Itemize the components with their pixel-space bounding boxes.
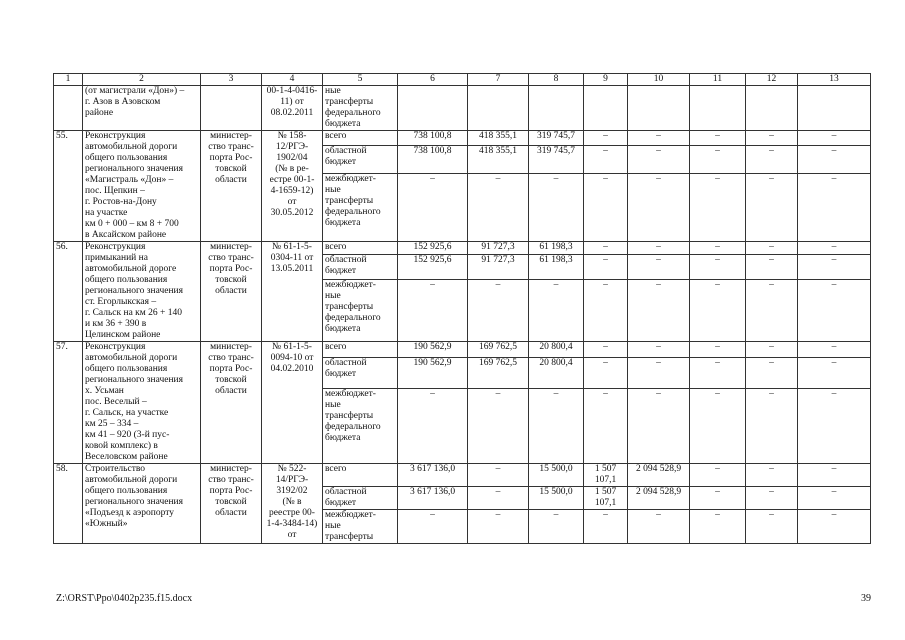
value-cell: – xyxy=(584,510,628,544)
value-cell: – xyxy=(468,510,529,544)
column-header: 11 xyxy=(690,74,746,86)
funding-source-cell: областной бюджет xyxy=(323,358,398,389)
table-row xyxy=(54,242,871,255)
value-cell: 15 500,0 xyxy=(529,464,584,487)
value-cell: – xyxy=(798,131,871,146)
table-row xyxy=(54,86,871,131)
value-cell: – xyxy=(690,464,746,487)
document-cell: № 522- 14/РГЭ- 3192/02 (№ в реестре 00- 1-4-3484-14) от xyxy=(262,464,323,544)
object-name-cell: Реконструкция примыканий на автомобильной дороге общего пользования регионального значения ст. Егорлыкская – г. Сальск на км 26 + 140 и км 36 + 390 в Целинском районе xyxy=(83,242,201,342)
value-cell: – xyxy=(746,255,798,280)
row-number-cell: 56. xyxy=(54,242,83,342)
value-cell: – xyxy=(628,173,690,241)
column-header: 6 xyxy=(398,74,468,86)
column-header: 4 xyxy=(262,74,323,86)
value-cell: – xyxy=(690,487,746,510)
column-header: 10 xyxy=(628,74,690,86)
object-name-cell: Реконструкция автомобильной дороги общего пользования регионального значения «Магистраль «Дон» – пос. Щепкин – г. Ростов-на-Дону на участке км 0 + 000 – км 8 + 700 в Аксайском районе xyxy=(83,131,201,242)
document-cell: № 61-1-5- 0094-10 от 04.02.2010 xyxy=(262,342,323,464)
funding-source-cell: областной бюджет xyxy=(323,145,398,173)
value-cell: 152 925,6 xyxy=(398,255,468,280)
value-cell: – xyxy=(690,510,746,544)
value-cell: – xyxy=(628,242,690,255)
value-cell: – xyxy=(746,487,798,510)
funding-source-cell: межбюджет- ные трансферты федерального бюджета xyxy=(323,280,398,342)
value-cell: – xyxy=(798,487,871,510)
value-cell: – xyxy=(584,131,628,146)
customer-cell: министер- ство транс- порта Рос- товской области xyxy=(201,242,262,342)
value-cell xyxy=(584,86,628,131)
value-cell: – xyxy=(746,131,798,146)
value-cell xyxy=(529,86,584,131)
value-cell: 319 745,7 xyxy=(529,131,584,146)
object-name-cell: Реконструкция автомобильной дороги общего пользования регионального значения х. Усьман пос. Веселый – г. Сальск, на участке км 25 – 334 – км 41 – 920 (3-й пус- ковой комплекс) в Веселовском районе xyxy=(83,342,201,464)
value-cell: 152 925,6 xyxy=(398,242,468,255)
value-cell: 20 800,4 xyxy=(529,342,584,358)
document-cell: № 158- 12/РГЭ- 1902/04 (№ в ре- естре 00-1- 4-1659-12) от 30.05.2012 xyxy=(262,131,323,242)
column-header: 2 xyxy=(83,74,201,86)
value-cell: – xyxy=(690,342,746,358)
value-cell xyxy=(628,86,690,131)
header-row xyxy=(54,74,871,86)
value-cell: – xyxy=(628,280,690,342)
value-cell: – xyxy=(468,280,529,342)
value-cell: 169 762,5 xyxy=(468,358,529,389)
value-cell: 1 507 107,1 xyxy=(584,464,628,487)
funding-source-cell: всего xyxy=(323,131,398,146)
value-cell: – xyxy=(628,510,690,544)
value-cell: 3 617 136,0 xyxy=(398,487,468,510)
value-cell: 190 562,9 xyxy=(398,342,468,358)
value-cell: – xyxy=(584,358,628,389)
value-cell: – xyxy=(746,358,798,389)
value-cell: – xyxy=(798,388,871,463)
funding-source-cell: всего xyxy=(323,342,398,358)
funding-source-cell: всего xyxy=(323,464,398,487)
funding-source-cell: всего xyxy=(323,242,398,255)
value-cell: – xyxy=(398,280,468,342)
funding-source-cell: межбюджет- ные трансферты xyxy=(323,510,398,544)
customer-cell: министер- ство транс- порта Рос- товской области xyxy=(201,342,262,464)
value-cell: – xyxy=(628,131,690,146)
column-header: 5 xyxy=(323,74,398,86)
value-cell: – xyxy=(798,255,871,280)
value-cell: – xyxy=(746,464,798,487)
column-header: 8 xyxy=(529,74,584,86)
column-header: 1 xyxy=(54,74,83,86)
value-cell: – xyxy=(690,131,746,146)
file-path: Z:\ORST\Ppo\0402p235.f15.docx xyxy=(56,593,193,604)
value-cell: – xyxy=(529,388,584,463)
object-name-cell: (от магистрали «Дон») – г. Азов в Азовском районе xyxy=(83,86,201,131)
value-cell xyxy=(468,86,529,131)
value-cell: – xyxy=(798,510,871,544)
value-cell: – xyxy=(468,173,529,241)
value-cell: 3 617 136,0 xyxy=(398,464,468,487)
value-cell xyxy=(798,86,871,131)
customer-cell: министер- ство транс- порта Рос- товской области xyxy=(201,131,262,242)
value-cell: 20 800,4 xyxy=(529,358,584,389)
document-cell: № 61-1-5- 0304-11 от 13.05.2011 xyxy=(262,242,323,342)
customer-cell: министер- ство транс- порта Рос- товской области xyxy=(201,464,262,544)
object-name-cell: Строительство автомобильной дороги общего пользования регионального значения «Подъезд к аэропорту «Южный» xyxy=(83,464,201,544)
value-cell: – xyxy=(690,280,746,342)
value-cell: – xyxy=(746,342,798,358)
value-cell: – xyxy=(690,242,746,255)
value-cell: – xyxy=(746,510,798,544)
value-cell: – xyxy=(468,464,529,487)
value-cell: 91 727,3 xyxy=(468,255,529,280)
value-cell: – xyxy=(746,280,798,342)
value-cell: 91 727,3 xyxy=(468,242,529,255)
funding-source-cell: ные трансферты федерального бюджета xyxy=(323,86,398,131)
table-row xyxy=(54,131,871,146)
value-cell: 738 100,8 xyxy=(398,131,468,146)
value-cell: – xyxy=(584,242,628,255)
value-cell: 2 094 528,9 xyxy=(628,487,690,510)
row-number-cell: 57. xyxy=(54,342,83,464)
value-cell: – xyxy=(529,510,584,544)
value-cell: 169 762,5 xyxy=(468,342,529,358)
value-cell: – xyxy=(746,145,798,173)
value-cell: – xyxy=(398,173,468,241)
table-body xyxy=(54,74,871,544)
value-cell: – xyxy=(746,173,798,241)
value-cell: – xyxy=(628,342,690,358)
value-cell: – xyxy=(798,342,871,358)
row-number-cell: 58. xyxy=(54,464,83,544)
value-cell: – xyxy=(628,145,690,173)
value-cell: 15 500,0 xyxy=(529,487,584,510)
value-cell: – xyxy=(584,342,628,358)
column-header: 7 xyxy=(468,74,529,86)
value-cell: – xyxy=(690,388,746,463)
column-header: 3 xyxy=(201,74,262,86)
customer-cell xyxy=(201,86,262,131)
value-cell xyxy=(398,86,468,131)
page-number: 39 xyxy=(861,593,871,604)
value-cell: – xyxy=(798,173,871,241)
value-cell: 1 507 107,1 xyxy=(584,487,628,510)
value-cell: 418 355,1 xyxy=(468,145,529,173)
value-cell xyxy=(746,86,798,131)
document-cell: 00-1-4-0416- 11) от 08.02.2011 xyxy=(262,86,323,131)
table-row xyxy=(54,464,871,487)
value-cell: 190 562,9 xyxy=(398,358,468,389)
value-cell: – xyxy=(798,464,871,487)
funding-source-cell: областной бюджет xyxy=(323,487,398,510)
value-cell xyxy=(690,86,746,131)
table-row xyxy=(54,342,871,358)
value-cell: – xyxy=(584,173,628,241)
column-header: 12 xyxy=(746,74,798,86)
value-cell: 418 355,1 xyxy=(468,131,529,146)
funding-source-cell: областной бюджет xyxy=(323,255,398,280)
value-cell: – xyxy=(690,358,746,389)
value-cell: – xyxy=(798,358,871,389)
value-cell: – xyxy=(468,487,529,510)
value-cell: – xyxy=(468,388,529,463)
value-cell: 2 094 528,9 xyxy=(628,464,690,487)
value-cell: – xyxy=(690,173,746,241)
value-cell: 61 198,3 xyxy=(529,242,584,255)
funding-source-cell: межбюджет- ные трансферты федерального бюджета xyxy=(323,388,398,463)
row-number-cell: 55. xyxy=(54,131,83,242)
value-cell: 61 198,3 xyxy=(529,255,584,280)
value-cell: – xyxy=(628,358,690,389)
value-cell: – xyxy=(798,145,871,173)
value-cell: 738 100,8 xyxy=(398,145,468,173)
value-cell: – xyxy=(529,173,584,241)
value-cell: – xyxy=(746,388,798,463)
budget-table xyxy=(53,73,871,544)
value-cell: – xyxy=(628,255,690,280)
value-cell: – xyxy=(584,280,628,342)
value-cell: – xyxy=(628,388,690,463)
value-cell: – xyxy=(746,242,798,255)
value-cell: – xyxy=(584,388,628,463)
value-cell: – xyxy=(529,280,584,342)
value-cell: – xyxy=(690,255,746,280)
funding-source-cell: межбюджет- ные трансферты федерального бюджета xyxy=(323,173,398,241)
value-cell: – xyxy=(798,280,871,342)
column-header: 9 xyxy=(584,74,628,86)
row-number-cell xyxy=(54,86,83,131)
column-header: 13 xyxy=(798,74,871,86)
value-cell: – xyxy=(690,145,746,173)
value-cell: – xyxy=(584,255,628,280)
value-cell: – xyxy=(398,388,468,463)
value-cell: – xyxy=(398,510,468,544)
value-cell: – xyxy=(584,145,628,173)
value-cell: 319 745,7 xyxy=(529,145,584,173)
value-cell: – xyxy=(798,242,871,255)
